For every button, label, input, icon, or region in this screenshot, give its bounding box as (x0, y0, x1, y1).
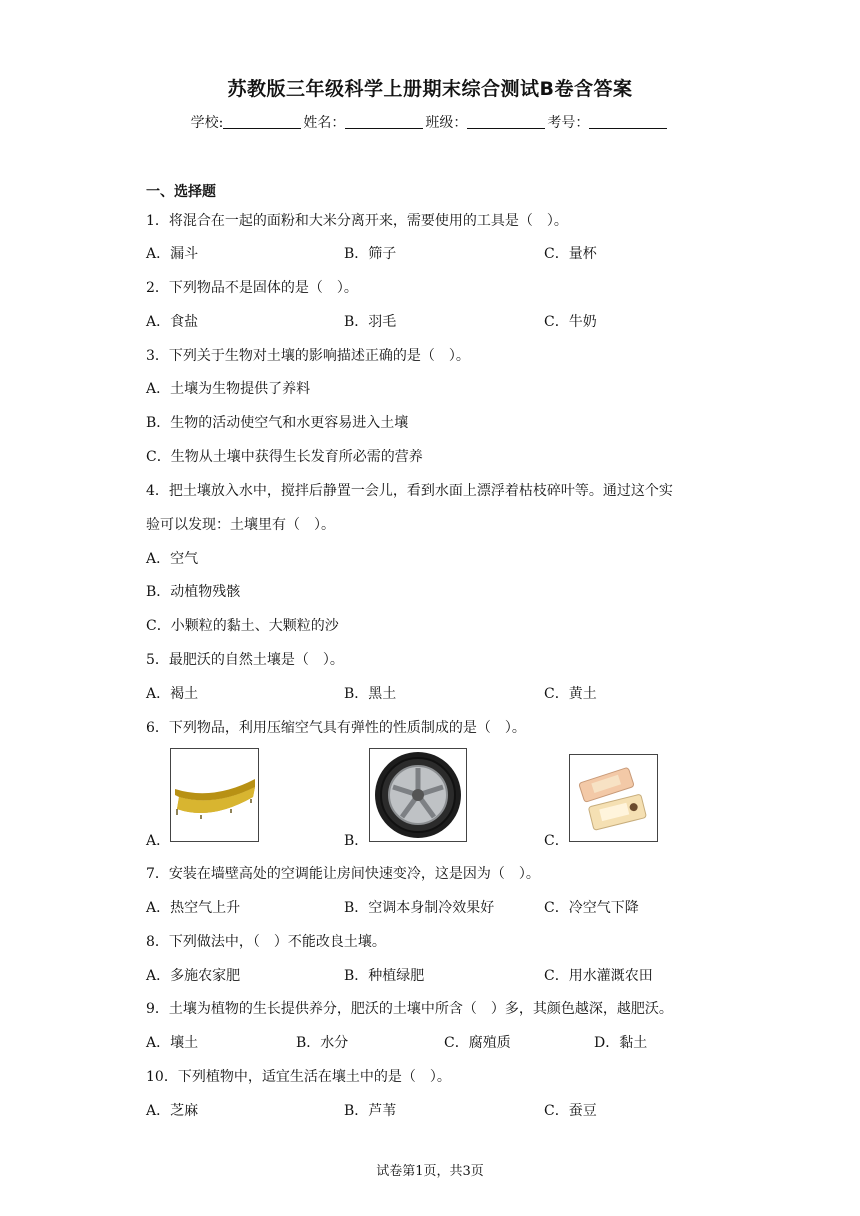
question-6-option-c: C． (544, 833, 569, 849)
section-title: 一、选择题 (146, 184, 216, 200)
question-9-option-c: C．腐殖质 (444, 1035, 511, 1051)
question-5-stem: 5．最肥沃的自然土壤是（ ）。 (146, 652, 344, 668)
question-8-option-b: B．种植绿肥 (344, 968, 425, 984)
name-blank (345, 114, 423, 129)
question-4-option-b: B．动植物残骸 (146, 584, 241, 600)
question-9-option-a: A．壤土 (146, 1035, 199, 1051)
question-10-option-a: A．芝麻 (146, 1103, 199, 1119)
question-2-option-a: A．食盐 (146, 314, 199, 330)
question-5-option-a: A．褐土 (146, 686, 199, 702)
eraser-image (569, 754, 658, 842)
question-7-option-c: C．冷空气下降 (544, 900, 639, 916)
question-3-option-a: A．土壤为生物提供了养料 (146, 381, 311, 397)
question-1-stem: 1．将混合在一起的面粉和大米分离开来，需要使用的工具是（ ）。 (146, 213, 568, 229)
question-4-stem-line-1: 4．把土壤放入水中，搅拌后静置一会儿，看到水面上漂浮着枯枝碎叶等。通过这个实 (146, 483, 673, 499)
question-8-stem: 8．下列做法中，（ ）不能改良土壤。 (146, 934, 386, 950)
question-9-option-b: B．水分 (296, 1035, 349, 1051)
question-7-option-a: A．热空气上升 (146, 900, 241, 916)
tire-image (369, 748, 467, 842)
question-2-option-b: B．羽毛 (344, 314, 397, 330)
question-3-stem: 3．下列关于生物对土壤的影响描述正确的是（ ）。 (146, 348, 470, 364)
question-3-option-b: B．生物的活动使空气和水更容易进入土壤 (146, 415, 409, 431)
school-label: 学校: (190, 115, 224, 131)
question-8-option-c: C．用水灌溉农田 (544, 968, 653, 984)
school-blank (223, 114, 301, 129)
question-5-option-c: C．黄土 (544, 686, 597, 702)
question-6-option-a: A． (146, 833, 171, 849)
question-6-stem: 6．下列物品，利用压缩空气具有弹性的性质制成的是（ ）。 (146, 720, 526, 736)
exam-number-label: 考号： (547, 115, 590, 131)
page-title: 苏教版三年级科学上册期末综合测试B卷含答案 (227, 78, 633, 100)
question-9-option-d: D．黏土 (594, 1035, 648, 1051)
tire-icon (370, 749, 466, 841)
question-7-stem: 7．安装在墙壁高处的空调能让房间快速变冷，这是因为（ ）。 (146, 866, 540, 882)
exam-number-blank (589, 114, 667, 129)
question-1-option-b: B．筛子 (344, 246, 397, 262)
sofa-image (170, 748, 259, 842)
question-4-option-c: C．小颗粒的黏土、大颗粒的沙 (146, 618, 339, 634)
sofa-icon (171, 749, 258, 841)
class-label: 班级： (425, 115, 468, 131)
question-3-option-c: C．生物从土壤中获得生长发育所必需的营养 (146, 449, 423, 465)
question-5-option-b: B．黑土 (344, 686, 397, 702)
question-8-option-a: A．多施农家肥 (146, 968, 241, 984)
question-2-stem: 2．下列物品不是固体的是（ ）。 (146, 280, 358, 296)
question-9-stem: 9．土壤为植物的生长提供养分，肥沃的土壤中所含（ ）多，其颜色越深，越肥沃。 (146, 1001, 673, 1017)
student-info-line (0, 112, 860, 132)
question-10-stem: 10．下列植物中，适宜生活在壤土中的是（ ）。 (146, 1069, 451, 1085)
eraser-icon (570, 755, 657, 841)
question-1-option-c: C．量杯 (544, 246, 597, 262)
question-4-option-a: A．空气 (146, 551, 199, 567)
page-footer: 试卷第1页，共3页 (376, 1164, 484, 1179)
question-10-option-c: C．蚕豆 (544, 1103, 597, 1119)
question-2-option-c: C．牛奶 (544, 314, 597, 330)
question-10-option-b: B．芦苇 (344, 1103, 397, 1119)
question-4-stem-line-2: 验可以发现：土壤里有（ ）。 (146, 517, 335, 533)
name-label: 姓名： (303, 115, 346, 131)
question-6-option-b: B． (344, 833, 369, 849)
question-7-option-b: B．空调本身制冷效果好 (344, 900, 495, 916)
question-1-option-a: A．漏斗 (146, 246, 199, 262)
class-blank (467, 114, 545, 129)
